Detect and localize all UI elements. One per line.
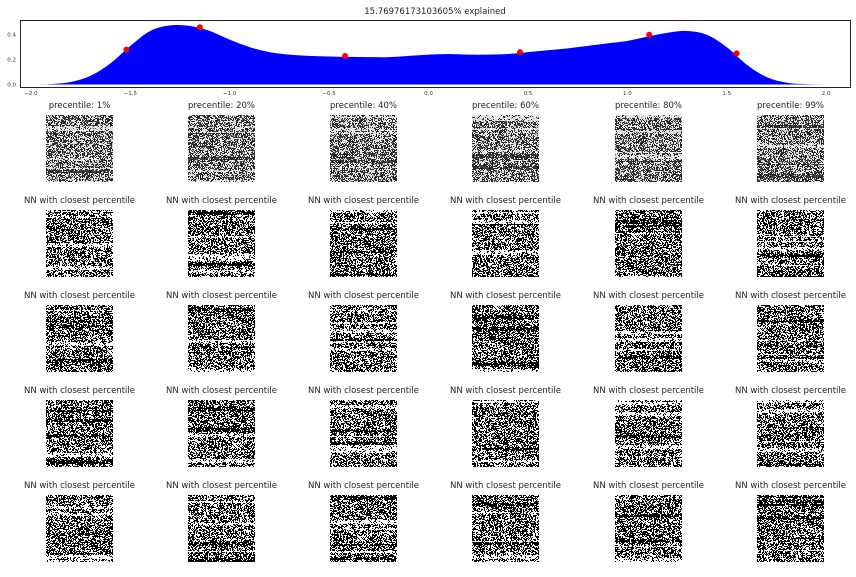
nn-title: NN with closest percentile: [307, 291, 420, 301]
nn-title: NN with closest percentile: [592, 291, 705, 301]
nn-image: [188, 210, 255, 277]
nn-image: [615, 305, 682, 372]
y-tick-label: 0.4: [7, 32, 16, 39]
percentile-image: [46, 115, 113, 182]
nn-image: [757, 400, 824, 467]
percentile-title: precentile: 99%: [757, 101, 824, 111]
x-tick-label: 1.0: [622, 91, 632, 97]
nn-image: [472, 305, 539, 372]
percentile-image: [757, 115, 824, 182]
nn-title: NN with closest percentile: [307, 386, 420, 396]
percentile-title: precentile: 20%: [188, 101, 255, 111]
nn-image: [757, 210, 824, 277]
nn-image: [46, 210, 113, 277]
x-tick-label: −2.0: [24, 91, 38, 97]
nn-image: [615, 495, 682, 562]
nn-image: [472, 495, 539, 562]
nn-image: [757, 305, 824, 372]
percentile-image: [188, 115, 255, 182]
nn-title: NN with closest percentile: [23, 386, 136, 396]
chart-title: 15.76976173103605% explained: [364, 7, 506, 17]
percentile-marker: [646, 32, 652, 38]
nn-image: [330, 305, 397, 372]
nn-image: [330, 495, 397, 562]
y-tick-label: 0.2: [7, 57, 16, 64]
density-area: [31, 25, 826, 85]
nn-image: [188, 400, 255, 467]
percentile-marker: [342, 53, 348, 59]
percentile-marker: [517, 49, 523, 55]
percentile-marker: [197, 24, 203, 30]
nn-title: NN with closest percentile: [449, 291, 562, 301]
nn-title: NN with closest percentile: [165, 291, 278, 301]
percentile-image: [330, 115, 397, 182]
nn-image: [615, 210, 682, 277]
percentile-title: precentile: 1%: [48, 101, 111, 111]
percentile-title: precentile: 40%: [330, 101, 397, 111]
x-tick-label: 0.0: [424, 91, 433, 97]
nn-image: [472, 210, 539, 277]
percentile-image: [615, 115, 682, 182]
nn-title: NN with closest percentile: [23, 196, 136, 206]
percentile-marker: [734, 50, 740, 56]
nn-title: NN with closest percentile: [734, 386, 847, 396]
x-tick-label: 0.5: [523, 91, 533, 97]
nn-title: NN with closest percentile: [165, 386, 278, 396]
nn-image: [757, 495, 824, 562]
x-tick-label: 2.0: [821, 91, 831, 97]
nn-title: NN with closest percentile: [165, 481, 278, 491]
nn-title: NN with closest percentile: [592, 196, 705, 206]
kde-chart: [0, 0, 856, 100]
nn-title: NN with closest percentile: [307, 481, 420, 491]
nn-title: NN with closest percentile: [23, 291, 136, 301]
nn-image: [46, 305, 113, 372]
percentile-title: precentile: 60%: [472, 101, 539, 111]
nn-image: [330, 210, 397, 277]
x-tick-label: −1.0: [223, 91, 237, 97]
nn-image: [46, 495, 113, 562]
nn-title: NN with closest percentile: [307, 196, 420, 206]
x-tick-label: −1.5: [123, 91, 138, 97]
nn-image: [472, 400, 539, 467]
percentile-title: precentile: 80%: [615, 101, 682, 111]
nn-title: NN with closest percentile: [165, 196, 278, 206]
nn-title: NN with closest percentile: [734, 481, 847, 491]
nn-image: [188, 495, 255, 562]
nn-image: [46, 400, 113, 467]
y-tick-label: 0.0: [7, 82, 16, 89]
nn-title: NN with closest percentile: [592, 481, 705, 491]
nn-title: NN with closest percentile: [449, 386, 562, 396]
nn-title: NN with closest percentile: [734, 196, 847, 206]
percentile-marker: [123, 47, 129, 53]
nn-title: NN with closest percentile: [734, 291, 847, 301]
x-tick-label: −0.5: [322, 91, 336, 97]
nn-image: [615, 400, 682, 467]
percentile-image: [472, 115, 539, 182]
nn-title: NN with closest percentile: [449, 481, 562, 491]
nn-image: [330, 400, 397, 467]
x-tick-label: 1.5: [722, 91, 732, 97]
nn-title: NN with closest percentile: [449, 196, 562, 206]
nn-title: NN with closest percentile: [23, 481, 136, 491]
nn-image: [188, 305, 255, 372]
nn-title: NN with closest percentile: [592, 386, 705, 396]
